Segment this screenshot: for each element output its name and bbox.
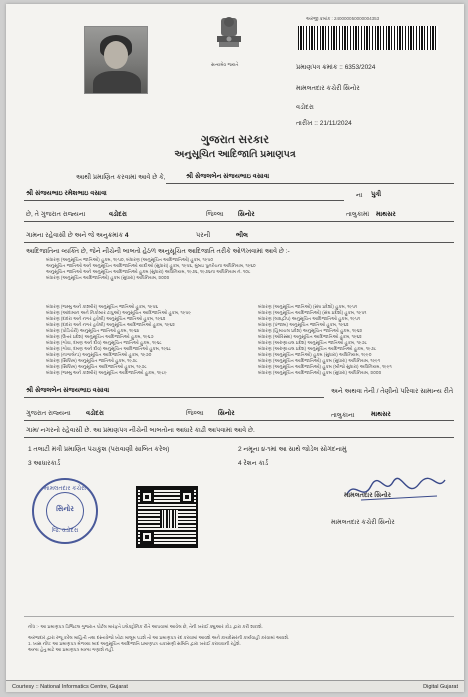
village-name: વડોદરા <box>109 211 127 218</box>
family-text: અને અથવા તેની / તેણીનો પરિવાર સામાન્ય રીતે <box>331 388 454 395</box>
application-number: અરજી ક્રમાંક : 240000050000004353 <box>306 16 380 21</box>
office-seal: મામલતદાર કચેરી સિનોર જિ. વડોદરા <box>32 478 98 544</box>
government-title: ગુજરાત સરકાર <box>201 134 269 146</box>
national-emblem-icon <box>207 12 251 66</box>
barcode <box>298 26 438 50</box>
relation-value: પુત્રી <box>371 191 382 198</box>
footer-courtesy: Courtesy :: National Informatics Centre, Gujarat <box>12 684 128 690</box>
residence-district: સિનોર <box>218 410 235 417</box>
issue-date: તારીખ :: 21/11/2024 <box>296 120 352 127</box>
state-text: છે, તે ગુજરાત રાજ્યના <box>26 211 86 218</box>
order-list-left: બંધારણ (જમ્મુ અને કાશ્મીર) અનુસૂચિત જાતિઓ હુકમ, ૧૯૫૬ બંધારણ (આંદામાન અને નિકોબાર ટાપુઓ) અનુસૂચિત આદિજાતિઓ હુકમ, ૧૯૫૯ બંધારણ (દાદરા અને નગર હવેલી) અનુસૂચિત જાતિઓ હુકમ, ૧૯૬૨ બંધારણ (દાદરા અને નગર હવેલી) અનુસૂચિત આદિજાતિઓ હુકમ, ૧૯૬૨ બંધારણ (પોંડિચેરી) અનુસૂચિત જાતિઓ હુકમ, ૧૯૬૪ બંધારણ (ઉત્તર પ્રદેશ) અનુસૂચિત આદિજાતિઓ હુકમ, ૧૯૬૭ બંધારણ (ગોવા, દમણ અને દીવ) અનુસૂચિત જાતિઓ હુકમ, ૧૯૬૮ બંધારણ (ગોવા, દમણ અને દીવ) અનુસૂચિત આદિજાતિઓ હુકમ, ૧૯૬૮ બંધારણ (નાગાલેન્ડ) અનુસૂચિત આદિજાતિઓ હુકમ, ૧૯૭૦ બંધારણ (સિક્કિમ) અનુસૂચિત જાતિઓ હુકમ, ૧૯૭૮ બંધારણ (સિક્કિમ) અનુસૂચિત આદિજાતિઓ હુકમ, ૧૯૭૮ બંધારણ (જમ્મુ અને કાશ્મીર) અનુસૂચિત આદિજાતિઓ હુકમ, ૧૯૮૯ <box>46 304 191 375</box>
relation-label: ના <box>356 192 363 199</box>
issuing-authority: મામલતદાર કચેરી સિનોર <box>296 85 360 92</box>
office-location: વડોદરા <box>296 104 314 111</box>
certify-text: આથી પ્રમાણિત કરવામાં આવે છે કે, <box>76 174 166 181</box>
order-list-right: બંધારણ (અનુસૂચિત જાતિઓ) (સંઘ પ્રદેશો) હુકમ, ૧૯૫૧ બંધારણ (અનુસૂચિત આદિજાતિઓ) (સંઘ પ્રદેશો) હુકમ, ૧૯૫૧ બંધારણ (લક્ષદ્વીપ) અનુસૂચિત આદિજાતિઓ હુકમ, ૧૯૫૧ બંધારણ (પંજાબ) અનુસૂચિત જાતિઓ હુકમ, ૧૯૬૨ બંધારણ (હિમાચલ પ્રદેશ) અનુસૂચિત જાતિઓ હુકમ, ૧૯૬૨ બંધારણ (ઓરિસ્સા) અનુસૂચિત આદિજાતિઓ હુકમ, ૧૯૬૨ બંધારણ (અરુણાચલ પ્રદેશ) અનુસૂચિત જાતિઓ હુકમ, ૧૯૭૮ બંધારણ (અરુણાચલ પ્રદેશ) અનુસૂચિત આદિજાતિઓ હુકમ, ૧૯૭૮ બંધારણ (અનુસૂચિત જાતિઓ) હુકમ (સુધારા) અધિનિયમ, ૧૯૯૦ બંધારણ (અનુસૂચિત આદિજાતિઓ) હુકમ (સુધારા) અધિનિયમ, ૧૯૯૧ બંધારણ (અનુસૂચિત આદિજાતિઓ) હુકમ (બીજો સુધારા) અધિનિયમ, ૧૯૯૧ બંધારણ (અનુસૂચિત આદિજાતિઓ) હુકમ (સુધારા) અધિનિયમ, ૨૦૦૨ <box>258 304 392 375</box>
officer-signature <box>341 472 451 508</box>
residence-taluka: માથસર <box>371 411 391 418</box>
document-4: 4 રેશન કાર્ડ <box>238 460 269 467</box>
document-2: 2 નમૂના ૪-૧માં આ સાથે જોડેલ સોગંદનામું <box>238 446 347 453</box>
officer-designation: મામલતદાર કચેરી સિનોર <box>331 519 395 526</box>
footer-bar <box>6 680 464 692</box>
footer-digital-gujarat: Digital Gujarat <box>423 684 458 690</box>
district-value: સિનોર <box>238 211 255 218</box>
certificate-number: પ્રમાણપત્ર ક્રમાંક :: 6353/2024 <box>296 64 376 71</box>
certificate-page <box>6 4 464 692</box>
caste-label: પરની <box>196 232 211 239</box>
basis-text: ગામ/ નગરનો રહેવાસી છે. આ પ્રમાણપત્ર નીચેની બાબતોના આધારે કાઢી આપવામાં આવે છે. <box>26 427 255 434</box>
residence-label: ગુજરાત રાજ્યના <box>26 410 71 417</box>
father-name: શ્રી સંજયભાઇ રમેશભાઇ વસાવા <box>26 190 107 197</box>
recognition-text: આદિજાતિના વ્યક્તિ છે, જેને નીચેની બાબતો હેઠળ અનુસૂચિત આદિજાતિ તરીકે ઓળખવામાં આવે છે :- <box>26 248 290 255</box>
caste-value: ભીલ <box>236 232 248 239</box>
taluka-label: તાલુકામાં <box>346 211 370 218</box>
applicant-photo <box>84 26 148 94</box>
notification-paragraph: બંધારણ (અનુસૂચિત જાતિઓ) હુકમ, ૧૯૫૦, બંધારણ (અનુસૂચિત આદિજાતિઓ) હુકમ, ૧૯૫૦ અનુસૂચિત જાતિઓ અને અનુસૂચિત આદિજાતિઓ યાદીઓ (સુધારા) હુકમ, ૧૯૫૬, મુંબઇ પુનર્રચના અધિનિયમ, ૧૯૬૦ અનુસૂચિત જાતિઓ અને અનુસૂચિત આદિજાતિઓ હુકમ (સુધારા) અધિનિયમ, ૧૯૭૬, ૧૯૭૬ના અધિનિયમ નં. ૧૦૮ બંધારણ (અનુસૂચિત આદિજાતિઓ) હુકમ (સુધારા) અધિનિયમ, ૨૦૦૨ <box>46 257 256 280</box>
officer-stamp-text: મામલતદાર સિનોર <box>344 492 391 499</box>
qr-code <box>136 486 198 548</box>
holder-name: શ્રી સેજલબેન સંજયભાઇ વસાવા <box>26 387 110 394</box>
district-label: જિલ્લા <box>206 211 224 218</box>
residence-village: વડોદરા <box>86 410 104 417</box>
resident-text: ગામના રહેવાસી છે અને જે અનુક્રમાંક 4 <box>26 232 129 239</box>
footnotes: નોંધ :- આ પ્રમાણપત્ર ડિજિટલ ગુજરાત પોર્ટલ મારફતે ઇલેક્ટ્રોનિક રીતે આપવામાં આવેલ છે, તેની ખરાઈ ક્યુઆર કોડ દ્વારા કરી શકાશે. અરજદાર દ્વારા રજૂ કરેલ માહિતી તથા દસ્તાવેજો ખોટા માલૂમ પડશે તો આ પ્રમાણપત્ર રદ કરવામાં આવશે અને કાયદેસરની કાર્યવાહી કરવામાં આવશે. 1. ખાસ નોંધ: આ પ્રમાણપત્ર મેળવ્યા બાદ અનુસૂચિત આદિજાતિ પ્રમાણપત્ર ચકાસણી સમિતિ દ્વારા ખરાઈ કરાવવાની રહેશે. અન્ય હેતુ માટે આ પ્રમાણપત્ર માન્ય ગણાશે નહીં. <box>28 624 290 652</box>
document-1: 1 તલાટી મંત્રી પ્રમાણિત પંચકુશ (પરાવાણી સાબિત કરેલ) <box>28 446 170 453</box>
emblem-caption: સત્યમેવ જયતે <box>211 62 239 67</box>
residence-district-label: જિલ્લા <box>186 410 204 417</box>
certificate-title: અનુસૂચિત આદિજાતિ પ્રમાણપત્ર <box>174 149 296 160</box>
taluka-value: માથસર <box>376 211 396 218</box>
residence-taluka-label: તાલુકાના <box>331 412 355 419</box>
applicant-name: શ્રી સેજલબેન સંજયભાઇ વસાવા <box>186 173 270 180</box>
document-3: 3 આધારકાર્ડ <box>28 460 61 467</box>
